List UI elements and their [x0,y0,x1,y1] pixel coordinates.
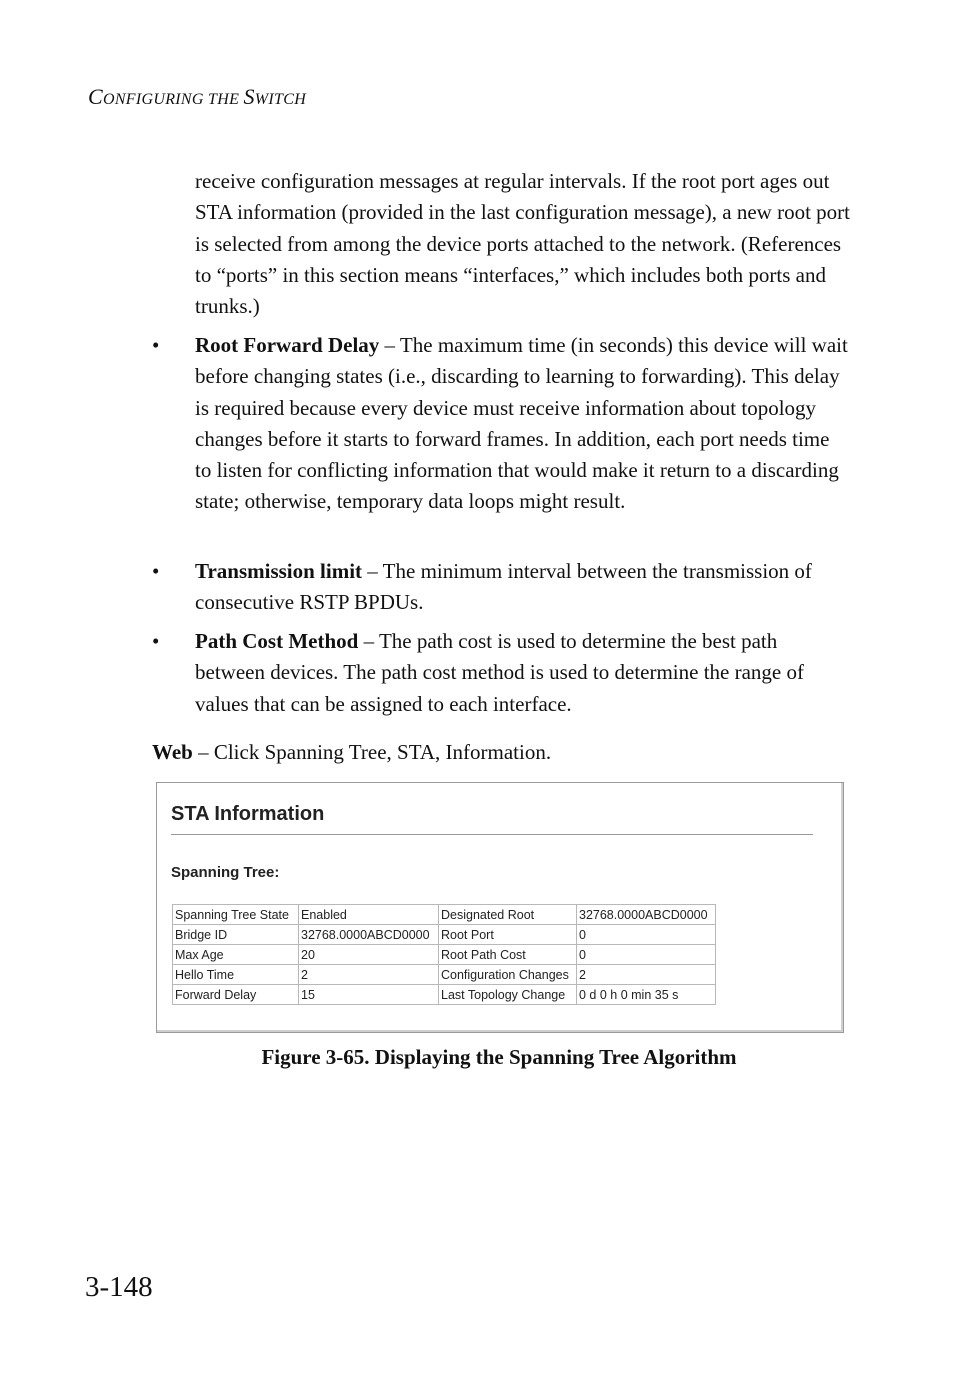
table-cell: 0 [577,925,716,945]
table-cell: Last Topology Change [439,985,577,1005]
table-cell: 2 [299,965,439,985]
title-divider [171,834,813,835]
bullet-term: Path Cost Method [195,629,359,653]
table-cell: Enabled [299,905,439,925]
table-cell: 20 [299,945,439,965]
table-cell: Max Age [173,945,299,965]
running-head-smallcaps-2: WITCH [254,91,307,108]
bullet-marker: • [152,559,160,583]
table-cell: 0 [577,945,716,965]
web-term: Web [152,740,193,764]
bullet-text: – The maximum time (in seconds) this device will wait before changing states (i.e., discarding to learning to forwarding). This delay is required because every device must receive information about topology changes before it starts to forward frames. In addition, each port needs time to listen for conflicting information that would make it return to a discarding state; otherwise, temporary data loops might result. [195,333,848,514]
screenshot-subtitle: Spanning Tree: [171,864,280,881]
table-cell: Root Port [439,925,577,945]
figure-caption: Figure 3-65. Displaying the Spanning Tree Algorithm [261,1045,737,1069]
running-head-smallcaps-1: ONFIGURING THE [102,91,244,108]
sta-info-table [172,904,716,1005]
table-cell: Spanning Tree State [173,905,299,925]
web-instruction [152,737,551,768]
table-cell: 32768.0000ABCD0000 [577,905,716,925]
table-cell: 2 [577,965,716,985]
table-row [173,965,716,985]
running-head-initial-c: C [88,84,103,109]
running-head [88,84,306,110]
bullet-marker: • [152,629,160,653]
table-cell: 32768.0000ABCD0000 [299,925,439,945]
bullet-marker: • [152,333,160,357]
table-cell: Designated Root [439,905,577,925]
table-cell: Configuration Changes [439,965,577,985]
intro-paragraph: receive configuration messages at regular intervals. If the root port ages out STA information (provided in the last configuration message), a new root port is selected from among the device ports attached to the network. (References to “ports” in this section means “interfaces,” which includes both ports and trunks.) [195,169,850,319]
bullet-term: Root Forward Delay [195,333,380,357]
table-row [173,905,716,925]
bullet-text: – The minimum interval between the transmission of consecutive RSTP BPDUs. [195,559,812,615]
screenshot-title: STA Information [171,803,325,825]
bullet-text: – The path cost is used to determine the best path between devices. The path cost method is used to determine the range of values that can be assigned to each interface. [195,629,804,716]
running-head-initial-s: S [243,84,255,109]
table-row [173,985,716,1005]
page-number: 3-148 [85,1271,153,1303]
table-row [173,925,716,945]
table-cell: Root Path Cost [439,945,577,965]
bullet-term: Transmission limit [195,559,363,583]
table-cell: Hello Time [173,965,299,985]
table-cell: Forward Delay [173,985,299,1005]
sta-information-screenshot [156,782,844,1033]
table-cell: 0 d 0 h 0 min 35 s [577,985,716,1005]
table-cell: Bridge ID [173,925,299,945]
web-text: – Click Spanning Tree, STA, Information. [192,740,552,764]
table-cell: 15 [299,985,439,1005]
table-row [173,945,716,965]
